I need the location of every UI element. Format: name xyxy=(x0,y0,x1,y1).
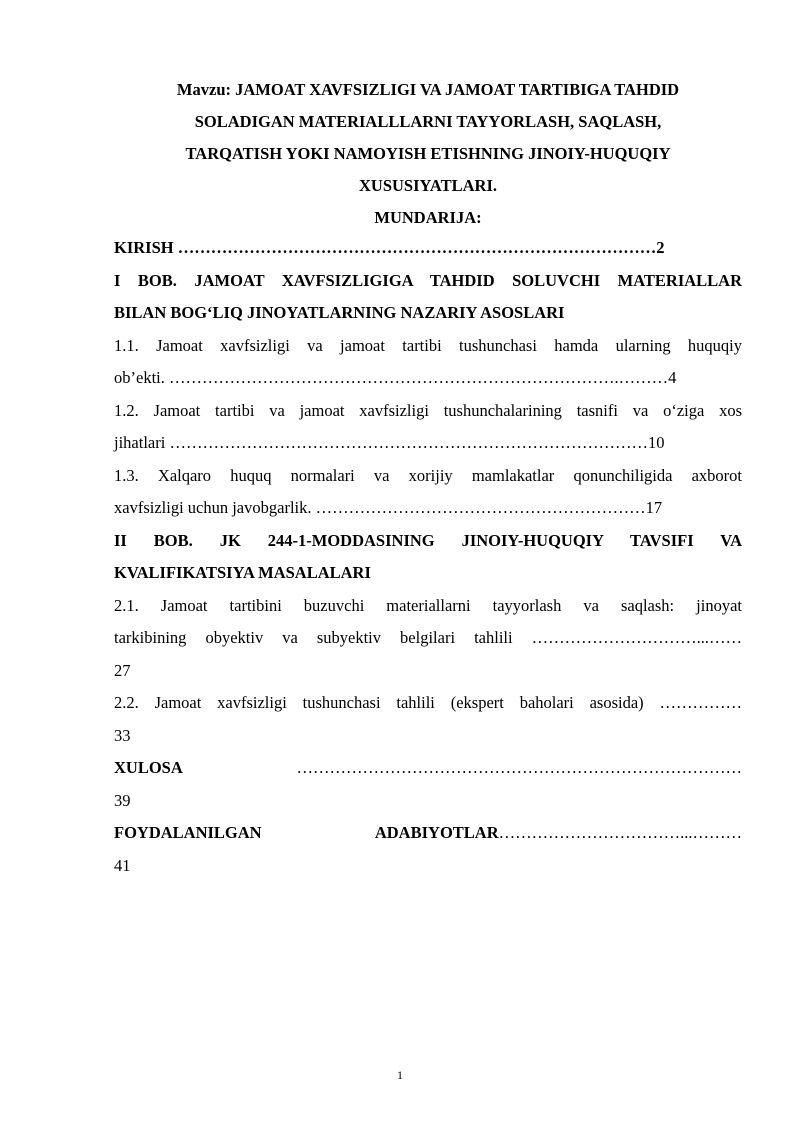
toc-chapter1-line1: I BOB. JAMOAT XAVFSIZLIGIGA TAHDID SOLUVCHI MATERIALLAR xyxy=(114,270,742,290)
toc-1-3-line1: 1.3. Xalqaro huquq normalari va xorijiy mamlakatlar qonunchiligida axborot xyxy=(114,465,742,485)
toc-kirish-text: KIRISH ……………………………………………………………………………2 xyxy=(114,238,665,257)
toc-entry-2-2[interactable] xyxy=(114,687,742,752)
toc-xulosa-page: 39 xyxy=(114,790,131,810)
toc-entry-chapter-2[interactable] xyxy=(114,525,742,590)
table-of-contents xyxy=(114,232,742,882)
toc-xulosa-label: XULOSA xyxy=(114,758,183,777)
toc-entry-xulosa[interactable] xyxy=(114,752,742,817)
toc-2-2-line1: 2.2. Jamoat xavfsizligi tushunchasi tahlili (ekspert baholari asosida) …………… xyxy=(114,693,742,712)
toc-chapter2-line2: KVALIFIKATSIYA MASALALARI xyxy=(114,563,371,582)
toc-adabiyotlar-line xyxy=(114,817,742,850)
toc-entry-kirish[interactable] xyxy=(114,232,742,265)
toc-2-2-page: 33 xyxy=(114,725,131,745)
toc-entry-1-1[interactable] xyxy=(114,330,742,395)
contents-heading: MUNDARIJA: xyxy=(374,208,482,227)
toc-entry-1-2[interactable] xyxy=(114,395,742,460)
toc-entry-2-1[interactable] xyxy=(114,590,742,688)
title-line-3: TARQATISH YOKI NAMOYISH ETISHNING JINOIY-HUQUQIY xyxy=(185,144,671,163)
toc-2-1-line2: tarkibining obyektiv va subyektiv belgilari tahlili …………………………...…… xyxy=(114,628,742,647)
toc-adabiyotlar-label: FOYDALANILGAN ADABIYOTLAR xyxy=(114,823,499,842)
document-title xyxy=(114,74,742,234)
toc-1-1-line1: 1.1. Jamoat xavfsizligi va jamoat tartibi tushunchasi hamda ularning huquqiy xyxy=(114,335,742,355)
title-line-1: Mavzu: JAMOAT XAVFSIZLIGI VA JAMOAT TARTIBIGA TAHDID xyxy=(176,80,680,99)
toc-xulosa-line xyxy=(114,752,742,785)
toc-chapter2-line1: II BOB. JK 244-1-MODDASINING JINOIY-HUQUQIY TAVSIFI VA xyxy=(114,530,742,550)
toc-1-2-line1: 1.2. Jamoat tartibi va jamoat xavfsizligi tushunchalarining tasnifi va o‘ziga xos xyxy=(114,400,742,420)
toc-chapter1-line2: BILAN BOG‘LIQ JINOYATLARNING NAZARIY ASOSLARI xyxy=(114,303,565,322)
toc-1-3-line2: xavfsizligi uchun javobgarlik. ……………………………………………………17 xyxy=(114,498,663,517)
toc-entry-chapter-1[interactable] xyxy=(114,265,742,330)
title-line-2: SOLADIGAN MATERIALLLARNI TAYYORLASH, SAQLASH, xyxy=(194,112,662,131)
toc-entry-adabiyotlar[interactable] xyxy=(114,817,742,882)
toc-2-1-line1: 2.1. Jamoat tartibini buzuvchi materiallarni tayyorlash va saqlash: jinoyat xyxy=(114,595,742,615)
toc-2-1-page: 27 xyxy=(114,660,131,680)
toc-adabiyotlar-dots: ……………………………...……… xyxy=(498,823,742,842)
toc-xulosa-dots: ……………………………………………………………………… xyxy=(296,758,742,777)
toc-1-2-line2: jihatlari ……………………………………………………………………………10 xyxy=(114,433,665,452)
title-line-4: XUSUSIYATLARI. xyxy=(358,176,497,195)
toc-1-1-line2: ob’ekti. ……………………………………………………………………….………4 xyxy=(114,368,677,387)
toc-adabiyotlar-page: 41 xyxy=(114,855,131,875)
toc-entry-1-3[interactable] xyxy=(114,460,742,525)
page-number: 1 xyxy=(397,1068,403,1082)
